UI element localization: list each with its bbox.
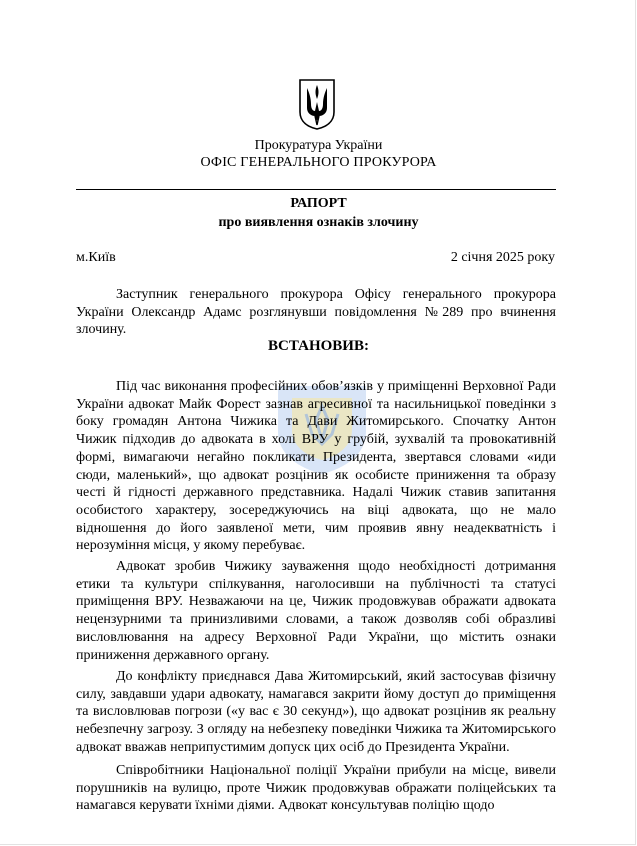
body-paragraph: Співробітники Національної поліції України прибули на місце, вивели порушників на вулицю, проте Чижик продовжував ображати поліцейських та намагався керувати їхніми діями. Адвокат консультував поліцію щодо — [76, 763, 556, 814]
org-name: Прокуратура України — [254, 138, 383, 153]
document-subtitle: про виявлення ознаків злочину — [218, 215, 419, 230]
document-title: РАПОРТ — [290, 196, 347, 211]
date: 2 січня 2025 року — [450, 250, 555, 265]
body-paragraph: До конфлікту приєднався Дава Житомирський, який застосував фізичну силу, завдавши удари адвокату, намагався закрити йому доступ до приміщення та висловлював погрози («у вас є 30 секунд»), що адвокат розцінив як реальну небезпечну загрозу. З огляду на небезпеку поведінки Чижика та Житомирського адвокат вважав неприпустимим допуск цих осіб до Президента України. — [76, 669, 556, 755]
body-paragraph: Адвокат зробив Чижику зауваження щодо необхідності дотримання етики та культури спілкування, наголосивши на публічності та статусі приміщення ВРУ. Незважаючи на це, Чижик продовжував ображати адвоката нецензурними та принизливими словами, а також дозволяв собі образливі висловлювання на адресу Верховної Ради України, що містить ознаки приниження державного органу. — [76, 559, 556, 663]
intro-paragraph: Заступник генерального прокурора Офісу генерального прокурора України Олександр Адамс розглянувши повідомлення №289 про вчинення злочину. — [76, 287, 556, 338]
city: м.Київ — [76, 250, 116, 265]
header-divider — [76, 189, 556, 190]
section-heading: ВСТАНОВИВ: — [268, 338, 369, 354]
office-name: ОФІС ГЕНЕРАЛЬНОГО ПРОКУРОРА — [200, 155, 437, 170]
body-paragraph: Під час виконання професійних обов’язків у приміщенні Верховної Ради України адвокат Майк Форест зазнав агресивної та насильницької поведінки з боку громадян Антона Чижика та Дави Житомирського. Спочатку Антон Чижик підходив до адвоката в холі ВРУ у грубій, зухвалій та провокативній формі, вимагаючи негайно покликати Президента, звертався словами «иди сюди, маленький», що адвокат розцінив як особисте приниження та образу честі й гідності державного представника. Надалі Чижик ставив запитання особистого характеру, зосереджуючись на віці адвоката, що не мало відношення до його заявленої мети, чим проявив явну неадекватність і нерозуміння місця, у якому перебуває. — [76, 379, 556, 554]
trident-emblem-icon — [298, 78, 336, 130]
